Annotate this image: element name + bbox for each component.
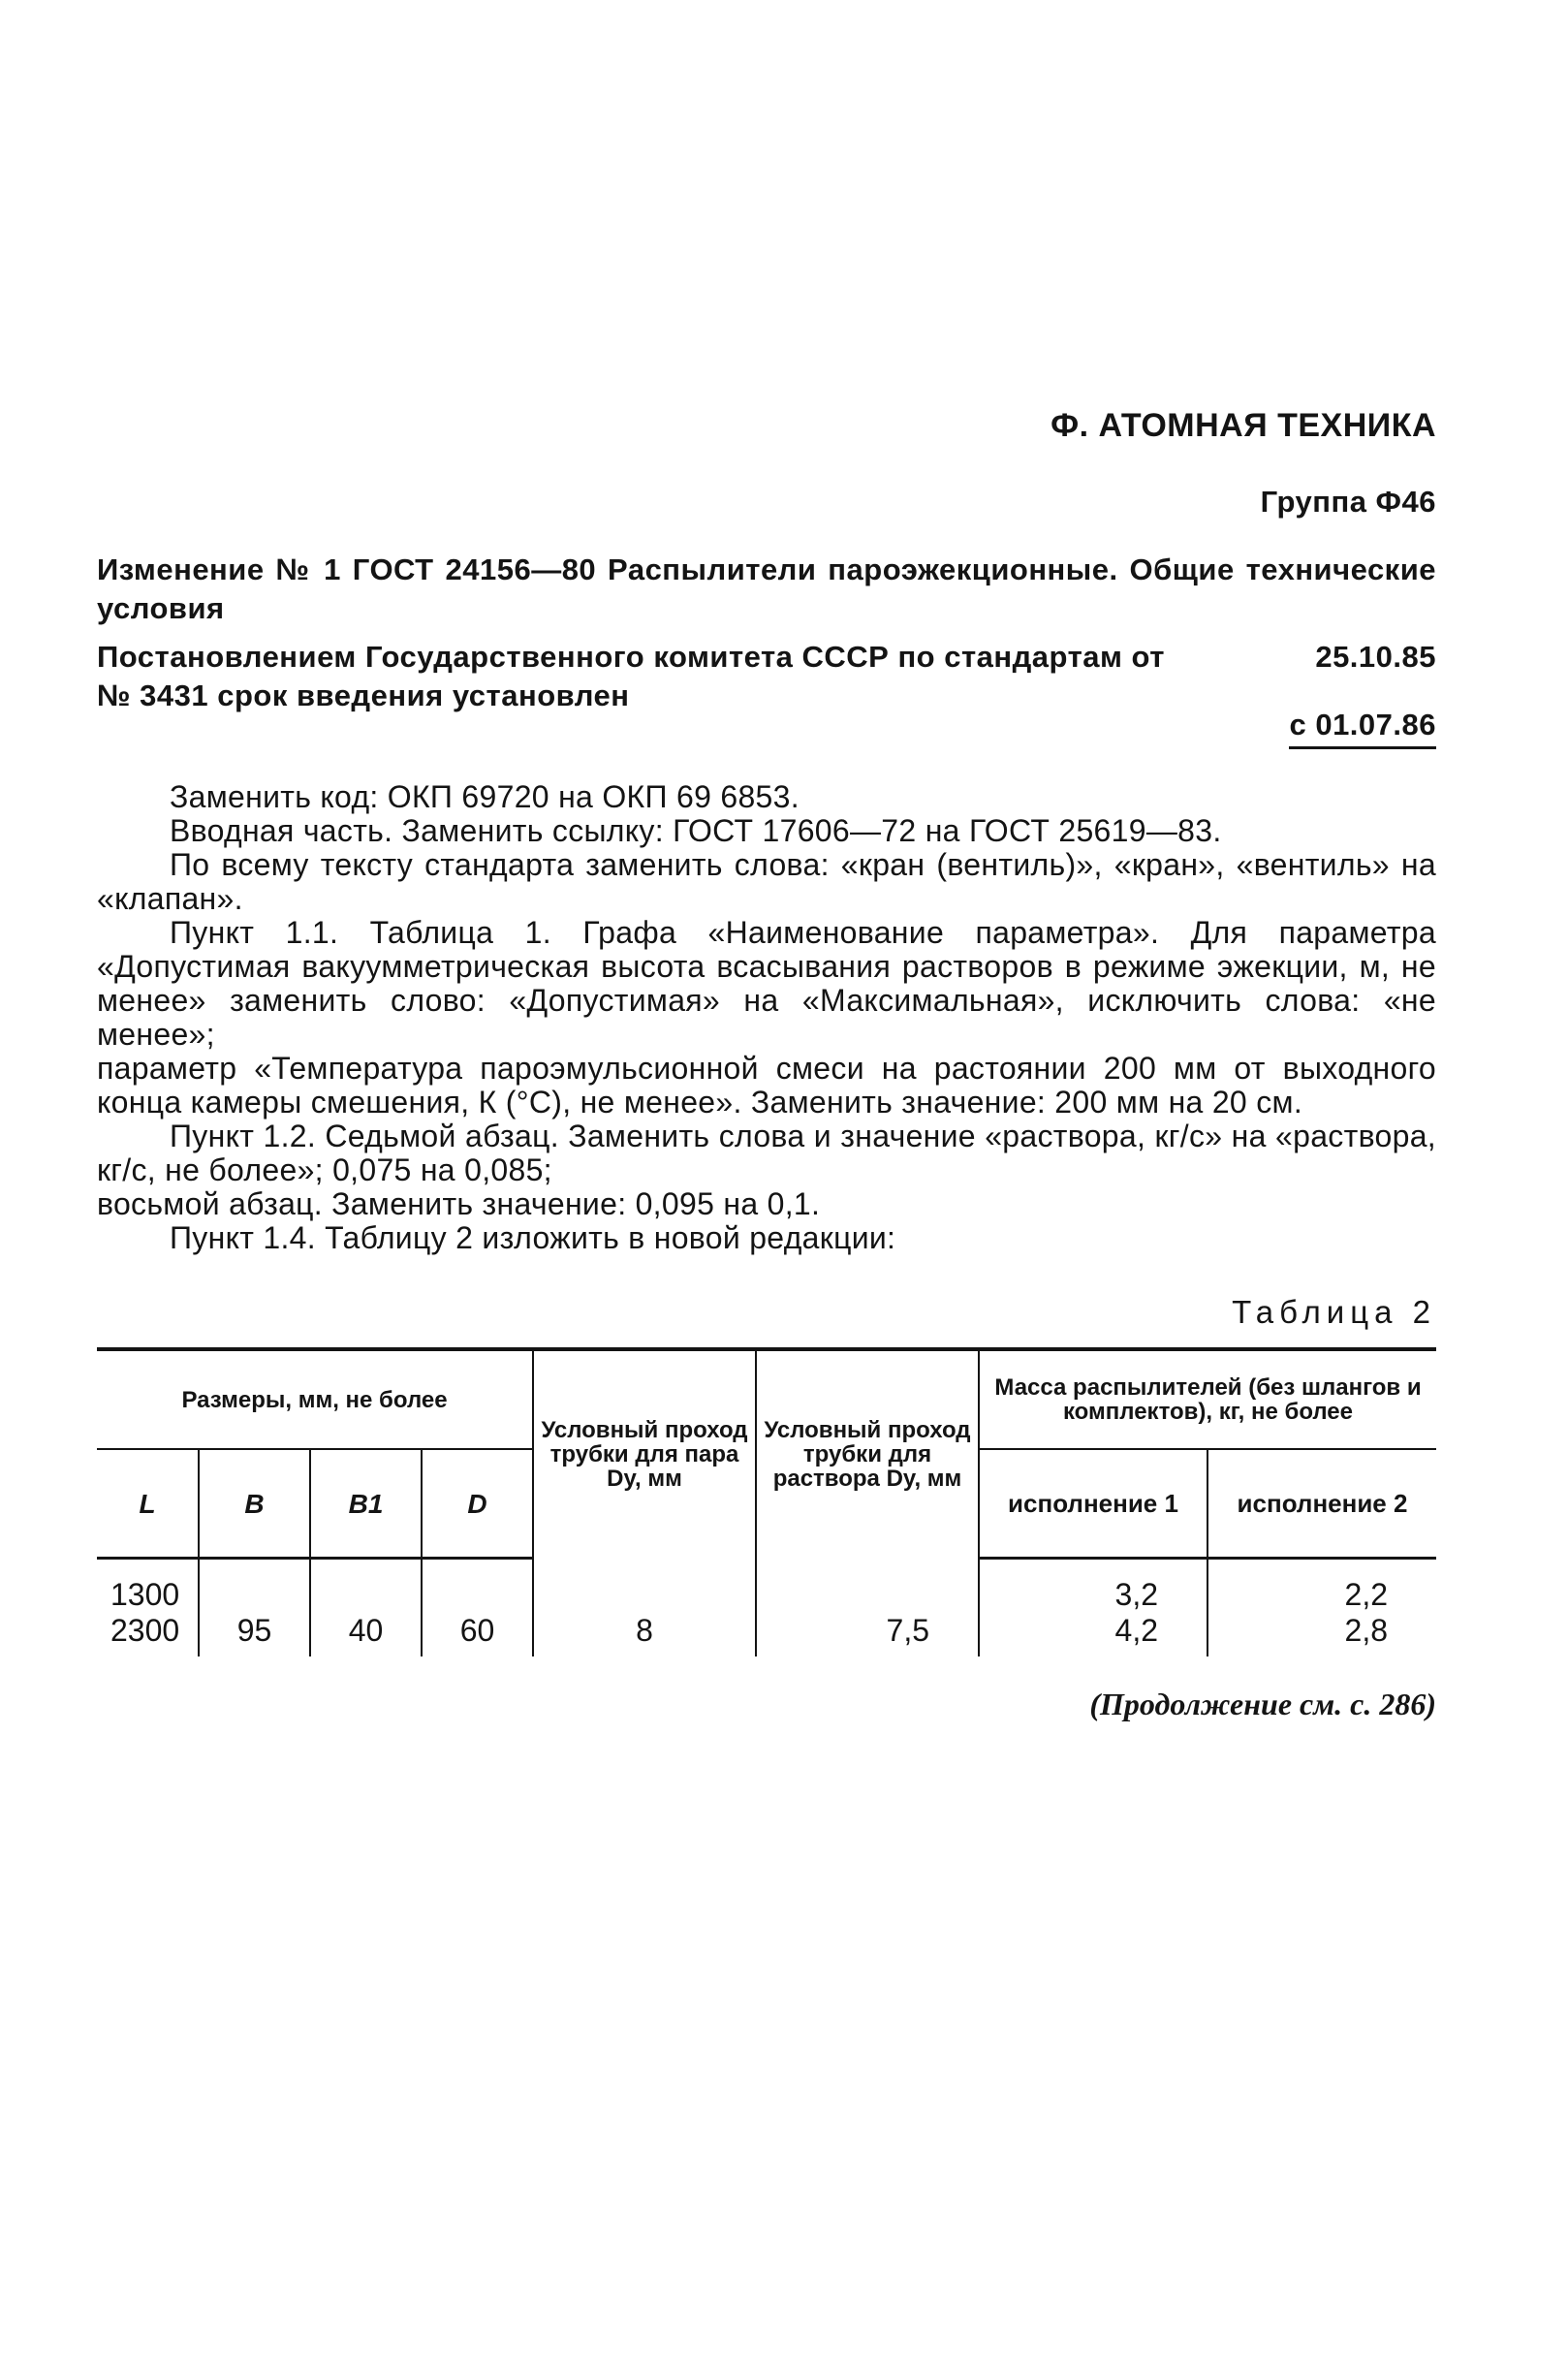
cell-B: 95 [199,1559,310,1657]
header-steam-tube: Условный проход трубки для пара Dу, мм [533,1349,756,1559]
section-title: Ф. АТОМНАЯ ТЕХНИКА [1051,407,1436,444]
paragraph: Пункт 1.2. Седьмой абзац. Заменить слова и значение «раствора, кг/с» на «раствора, кг/с, не более»; 0,075 на 0,085; [97,1119,1436,1187]
amendment-title: Изменение № 1 ГОСТ 24156—80 Распылители пароэжекционные. Общие технические условия [97,552,1436,625]
header-B: B [199,1449,310,1559]
header-L: L [97,1449,199,1559]
header-mass: Масса распылителей (без шлангов и комплектов), кг, не более [979,1349,1436,1449]
paragraph: Заменить код: ОКП 69720 на ОКП 69 6853. [170,779,800,814]
header-exec1: исполнение 1 [979,1449,1207,1559]
table-caption: Таблица 2 [1232,1294,1436,1330]
decree-text: Постановлением Государственного комитета СССР по стандартам от [97,640,1165,674]
paragraph: По всему тексту стандарта заменить слова: «кран (вентиль)», «кран», «вентиль» на «клапан». [97,847,1436,916]
decree-date: 25.10.85 [1315,640,1436,674]
body-text [97,780,1436,1255]
cell-L: 1300 2300 [110,1577,180,1648]
table-container [97,1347,1436,1656]
cell-solution: 7,5 [756,1559,979,1657]
table-row [97,1559,1436,1657]
header-D: D [422,1449,533,1559]
decree-line-1 [97,638,1436,677]
paragraph: Вводная часть. Заменить ссылку: ГОСТ 17606—72 на ГОСТ 25619—83. [170,813,1222,848]
effective-date: с 01.07.86 [1289,708,1436,749]
continued-note: (Продолжение см. с. 286) [1089,1687,1436,1721]
cell-exec1: 3,2 4,2 [979,1559,1207,1657]
cell-steam: 8 [533,1559,756,1657]
header-exec2: исполнение 2 [1207,1449,1436,1559]
cell-D: 60 [422,1559,533,1657]
cell-exec2: 2,2 2,8 [1207,1559,1436,1657]
paragraph: восьмой абзац. Заменить значение: 0,095 на 0,1. [97,1186,821,1221]
paragraph: Пункт 1.4. Таблицу 2 изложить в новой редакции: [170,1220,896,1255]
header-sizes: Размеры, мм, не более [97,1349,533,1449]
group-label: Группа Ф46 [1260,485,1436,519]
paragraph: Пункт 1.1. Таблица 1. Графа «Наименование параметра». Для параметра «Допустимая вакуумметрическая высота всасывания растворов в режиме эжекции, м, не менее» заменить слово: «Допустимая» на «Максимальная», исключить слова: «не менее»; [97,915,1436,1052]
specs-table [97,1347,1436,1656]
header-solution-tube: Условный проход трубки для раствора Dу, мм [756,1349,979,1559]
header-B1: B1 [310,1449,422,1559]
paragraph: параметр «Температура пароэмульсионной смеси на растоянии 200 мм от выходного конца камеры смешения, К (°С), не менее». Заменить значение: 200 мм на 20 см. [97,1051,1436,1120]
cell-B1: 40 [310,1559,422,1657]
decree-block [97,638,1436,715]
decree-line-2: № 3431 срок введения установлен [97,678,630,712]
